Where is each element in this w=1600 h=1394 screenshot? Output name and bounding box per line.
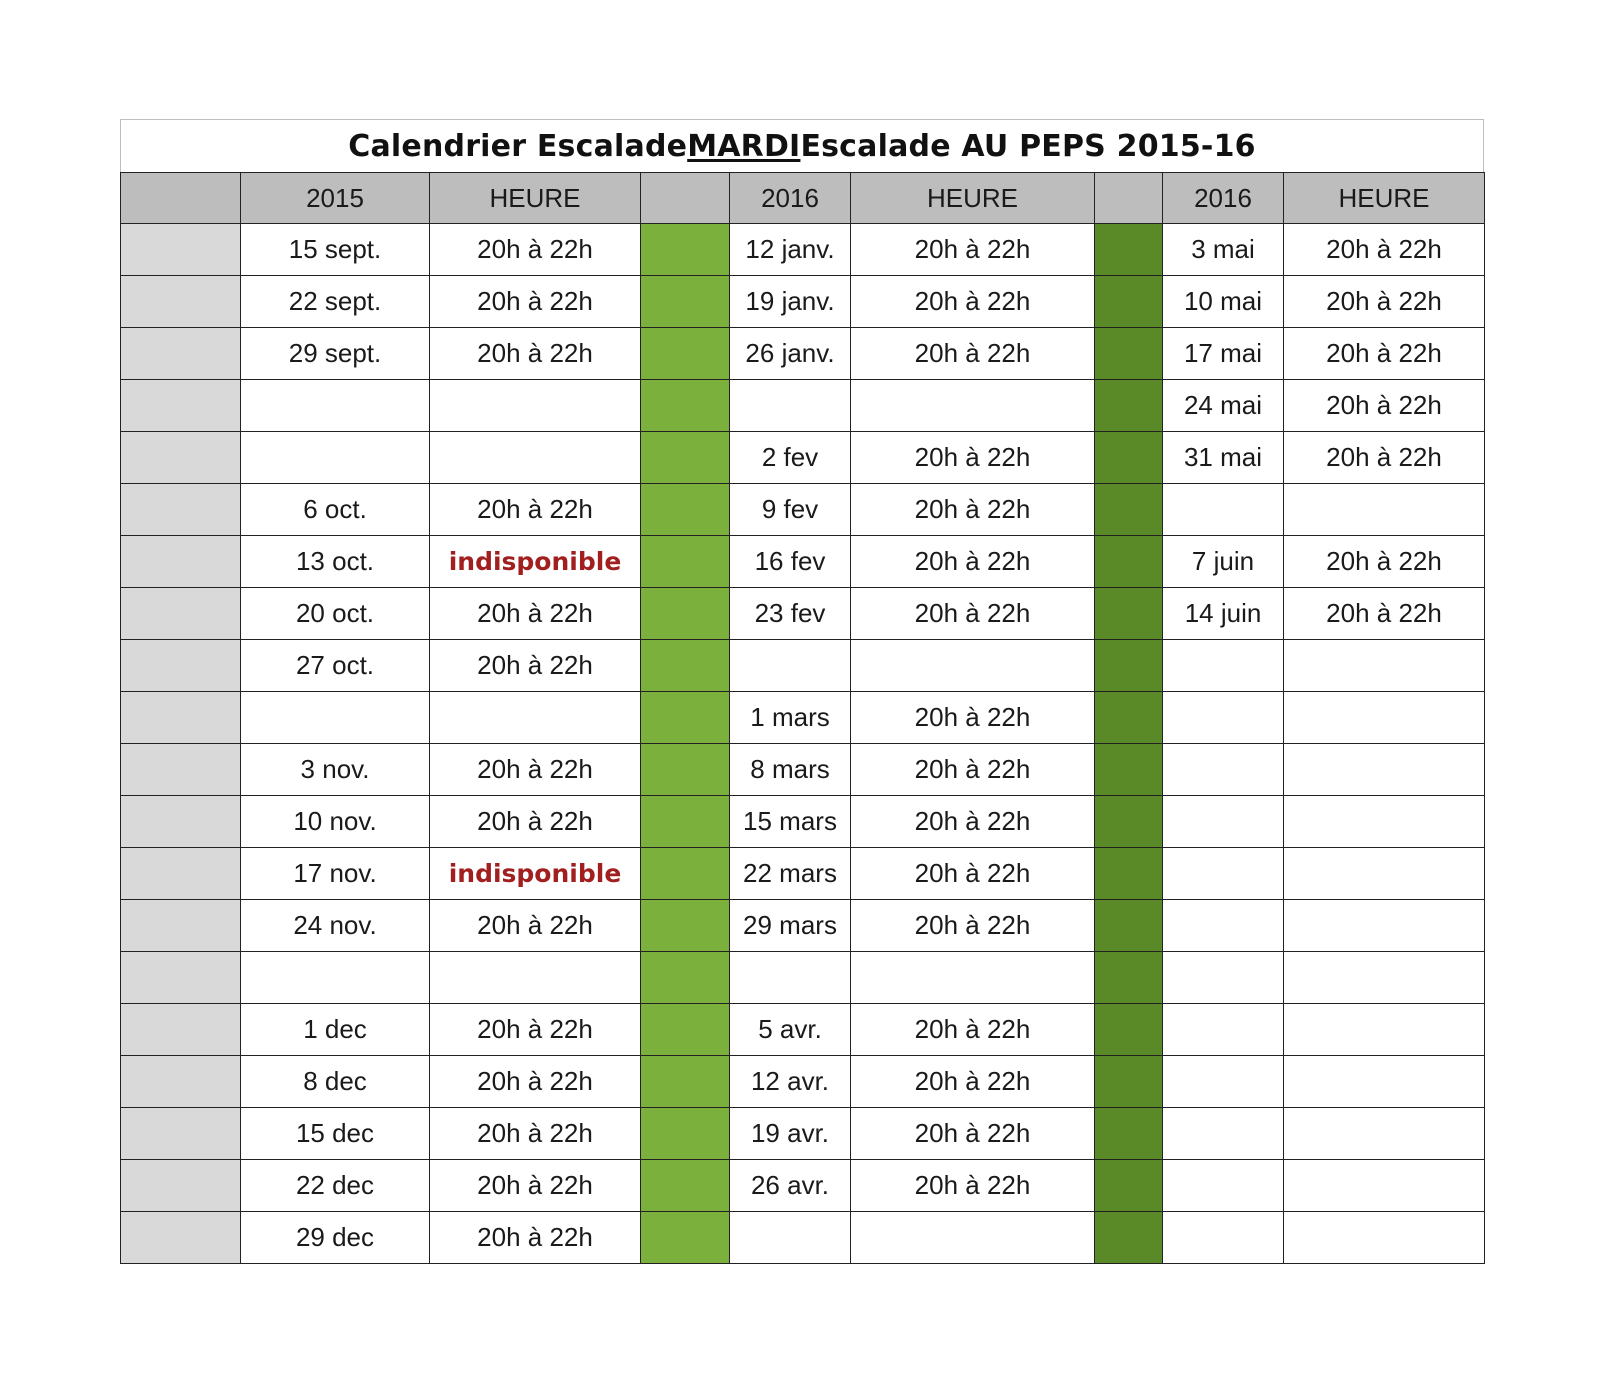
- hours-2016-b-cell: [1284, 1108, 1485, 1160]
- green-separator-cell: [641, 744, 730, 796]
- hours-2016-b-cell: 20h à 22h: [1284, 328, 1485, 380]
- hours-2016-b-cell: 20h à 22h: [1284, 432, 1485, 484]
- table-row: [121, 692, 1485, 744]
- row-side-cell: [121, 796, 241, 848]
- green-separator-cell: [641, 1004, 730, 1056]
- date-2016-b-cell: [1163, 744, 1284, 796]
- date-2015-cell: [241, 380, 430, 432]
- unavailable-label: indisponible: [430, 536, 641, 588]
- row-side-cell: [121, 380, 241, 432]
- dark-green-separator-cell: [1095, 952, 1163, 1004]
- hours-2015-cell: 20h à 22h: [430, 640, 641, 692]
- date-2016-a-cell: 26 avr.: [730, 1160, 851, 1212]
- green-separator-cell: [641, 1108, 730, 1160]
- header-year-2015: 2015: [241, 173, 430, 224]
- hours-2016-b-cell: [1284, 1056, 1485, 1108]
- row-side-cell: [121, 848, 241, 900]
- hours-2015-cell: 20h à 22h: [430, 484, 641, 536]
- hours-2016-a-cell: 20h à 22h: [851, 900, 1095, 952]
- date-2016-a-cell: 1 mars: [730, 692, 851, 744]
- green-separator-cell: [641, 432, 730, 484]
- table-row: [121, 640, 1485, 692]
- hours-2015-cell: 20h à 22h: [430, 1212, 641, 1264]
- header-spacer-left: [121, 173, 241, 224]
- hours-2016-a-cell: 20h à 22h: [851, 484, 1095, 536]
- row-side-cell: [121, 484, 241, 536]
- dark-green-separator-cell: [1095, 848, 1163, 900]
- date-2016-b-cell: 17 mai: [1163, 328, 1284, 380]
- date-2016-a-cell: 9 fev: [730, 484, 851, 536]
- dark-green-separator-cell: [1095, 536, 1163, 588]
- date-2015-cell: 27 oct.: [241, 640, 430, 692]
- dark-green-separator-cell: [1095, 900, 1163, 952]
- date-2015-cell: 6 oct.: [241, 484, 430, 536]
- dark-green-separator-cell: [1095, 640, 1163, 692]
- date-2016-b-cell: [1163, 1212, 1284, 1264]
- green-separator-cell: [641, 900, 730, 952]
- hours-2016-a-cell: 20h à 22h: [851, 1160, 1095, 1212]
- date-2016-a-cell: 8 mars: [730, 744, 851, 796]
- date-2016-a-cell: 29 mars: [730, 900, 851, 952]
- hours-2016-b-cell: [1284, 952, 1485, 1004]
- dark-green-separator-cell: [1095, 432, 1163, 484]
- table-row: [121, 484, 1485, 536]
- date-2016-a-cell: 15 mars: [730, 796, 851, 848]
- date-2016-a-cell: [730, 380, 851, 432]
- hours-2016-a-cell: [851, 952, 1095, 1004]
- table-row: [121, 744, 1485, 796]
- hours-2015-cell: 20h à 22h: [430, 900, 641, 952]
- date-2016-b-cell: [1163, 484, 1284, 536]
- hours-2016-b-cell: [1284, 1160, 1485, 1212]
- green-separator-cell: [641, 1056, 730, 1108]
- date-2016-a-cell: 19 avr.: [730, 1108, 851, 1160]
- header-heure-3: HEURE: [1284, 173, 1485, 224]
- date-2016-a-cell: 5 avr.: [730, 1004, 851, 1056]
- hours-2016-a-cell: 20h à 22h: [851, 536, 1095, 588]
- hours-2016-b-cell: 20h à 22h: [1284, 380, 1485, 432]
- hours-2016-a-cell: 20h à 22h: [851, 692, 1095, 744]
- date-2015-cell: 15 sept.: [241, 224, 430, 276]
- hours-2015-cell: 20h à 22h: [430, 744, 641, 796]
- hours-2016-a-cell: 20h à 22h: [851, 848, 1095, 900]
- hours-2016-b-cell: [1284, 900, 1485, 952]
- page-title: [120, 119, 1484, 172]
- hours-2015-cell: [430, 952, 641, 1004]
- hours-2016-b-cell: [1284, 796, 1485, 848]
- dark-green-separator-cell: [1095, 328, 1163, 380]
- row-side-cell: [121, 744, 241, 796]
- date-2016-a-cell: 23 fev: [730, 588, 851, 640]
- green-separator-cell: [641, 224, 730, 276]
- hours-2016-b-cell: [1284, 484, 1485, 536]
- hours-2015-cell: [430, 432, 641, 484]
- table-row: [121, 1160, 1485, 1212]
- hours-2016-a-cell: [851, 380, 1095, 432]
- date-2016-b-cell: [1163, 640, 1284, 692]
- date-2016-b-cell: [1163, 796, 1284, 848]
- dark-green-separator-cell: [1095, 1004, 1163, 1056]
- table-row: [121, 848, 1485, 900]
- green-separator-cell: [641, 848, 730, 900]
- hours-2016-a-cell: 20h à 22h: [851, 796, 1095, 848]
- dark-green-separator-cell: [1095, 380, 1163, 432]
- green-separator-cell: [641, 1212, 730, 1264]
- green-separator-cell: [641, 796, 730, 848]
- hours-2015-cell: [430, 692, 641, 744]
- table-row: [121, 1056, 1485, 1108]
- hours-2015-cell: 20h à 22h: [430, 588, 641, 640]
- row-side-cell: [121, 1212, 241, 1264]
- table-row: [121, 432, 1485, 484]
- header-heure-1: HEURE: [430, 173, 641, 224]
- hours-2015-cell: 20h à 22h: [430, 1108, 641, 1160]
- green-separator-cell: [641, 1160, 730, 1212]
- date-2015-cell: [241, 432, 430, 484]
- green-separator-cell: [641, 536, 730, 588]
- row-side-cell: [121, 328, 241, 380]
- green-separator-cell: [641, 588, 730, 640]
- schedule-table: [120, 172, 1485, 1264]
- green-separator-cell: [641, 380, 730, 432]
- hours-2016-b-cell: [1284, 640, 1485, 692]
- hours-2016-a-cell: [851, 640, 1095, 692]
- date-2016-b-cell: 7 juin: [1163, 536, 1284, 588]
- date-2016-b-cell: [1163, 900, 1284, 952]
- unavailable-label: indisponible: [430, 848, 641, 900]
- date-2016-a-cell: [730, 640, 851, 692]
- row-side-cell: [121, 588, 241, 640]
- title-part-3: Escalade AU PEPS 2015-16: [800, 128, 1256, 164]
- date-2016-a-cell: 12 avr.: [730, 1056, 851, 1108]
- hours-2015-cell: 20h à 22h: [430, 796, 641, 848]
- table-row: [121, 328, 1485, 380]
- date-2016-a-cell: [730, 952, 851, 1004]
- green-separator-cell: [641, 952, 730, 1004]
- hours-2016-b-cell: [1284, 1004, 1485, 1056]
- row-side-cell: [121, 1160, 241, 1212]
- date-2016-a-cell: 16 fev: [730, 536, 851, 588]
- date-2016-a-cell: 26 janv.: [730, 328, 851, 380]
- hours-2016-b-cell: 20h à 22h: [1284, 224, 1485, 276]
- hours-2016-b-cell: [1284, 848, 1485, 900]
- hours-2016-b-cell: [1284, 692, 1485, 744]
- dark-green-separator-cell: [1095, 276, 1163, 328]
- date-2015-cell: 15 dec: [241, 1108, 430, 1160]
- row-side-cell: [121, 952, 241, 1004]
- table-row: [121, 796, 1485, 848]
- dark-green-separator-cell: [1095, 1160, 1163, 1212]
- green-separator-cell: [641, 276, 730, 328]
- date-2016-b-cell: [1163, 848, 1284, 900]
- hours-2015-cell: [430, 380, 641, 432]
- table-row: [121, 1004, 1485, 1056]
- date-2015-cell: 10 nov.: [241, 796, 430, 848]
- date-2016-b-cell: 14 juin: [1163, 588, 1284, 640]
- date-2016-b-cell: 31 mai: [1163, 432, 1284, 484]
- date-2016-a-cell: 2 fev: [730, 432, 851, 484]
- green-separator-cell: [641, 692, 730, 744]
- date-2016-a-cell: [730, 1212, 851, 1264]
- date-2016-b-cell: 10 mai: [1163, 276, 1284, 328]
- hours-2016-a-cell: 20h à 22h: [851, 432, 1095, 484]
- date-2015-cell: 22 sept.: [241, 276, 430, 328]
- dark-green-separator-cell: [1095, 224, 1163, 276]
- dark-green-separator-cell: [1095, 1056, 1163, 1108]
- dark-green-separator-cell: [1095, 1212, 1163, 1264]
- green-separator-cell: [641, 640, 730, 692]
- table-row: [121, 224, 1485, 276]
- hours-2016-a-cell: 20h à 22h: [851, 1108, 1095, 1160]
- date-2015-cell: [241, 692, 430, 744]
- table-row: [121, 588, 1485, 640]
- date-2016-b-cell: [1163, 1004, 1284, 1056]
- row-side-cell: [121, 900, 241, 952]
- date-2016-b-cell: [1163, 692, 1284, 744]
- date-2015-cell: 3 nov.: [241, 744, 430, 796]
- header-spacer-mid-1: [641, 173, 730, 224]
- hours-2015-cell: 20h à 22h: [430, 1004, 641, 1056]
- date-2016-b-cell: 3 mai: [1163, 224, 1284, 276]
- header-row: [121, 173, 1485, 224]
- hours-2016-b-cell: 20h à 22h: [1284, 536, 1485, 588]
- title-part-1: Calendrier Escalade: [348, 128, 688, 164]
- header-year-2016-a: 2016: [730, 173, 851, 224]
- row-side-cell: [121, 276, 241, 328]
- header-heure-2: HEURE: [851, 173, 1095, 224]
- row-side-cell: [121, 1004, 241, 1056]
- row-side-cell: [121, 640, 241, 692]
- header-spacer-mid-2: [1095, 173, 1163, 224]
- date-2015-cell: 20 oct.: [241, 588, 430, 640]
- hours-2016-a-cell: 20h à 22h: [851, 276, 1095, 328]
- hours-2015-cell: 20h à 22h: [430, 224, 641, 276]
- green-separator-cell: [641, 328, 730, 380]
- row-side-cell: [121, 536, 241, 588]
- green-separator-cell: [641, 484, 730, 536]
- date-2015-cell: 1 dec: [241, 1004, 430, 1056]
- date-2016-b-cell: [1163, 952, 1284, 1004]
- calendar-sheet: [120, 119, 1484, 1264]
- date-2016-b-cell: [1163, 1160, 1284, 1212]
- hours-2015-cell: 20h à 22h: [430, 1160, 641, 1212]
- row-side-cell: [121, 432, 241, 484]
- date-2015-cell: 17 nov.: [241, 848, 430, 900]
- date-2016-b-cell: [1163, 1056, 1284, 1108]
- date-2015-cell: 13 oct.: [241, 536, 430, 588]
- hours-2016-b-cell: [1284, 1212, 1485, 1264]
- hours-2016-a-cell: 20h à 22h: [851, 224, 1095, 276]
- date-2015-cell: 29 sept.: [241, 328, 430, 380]
- hours-2015-cell: 20h à 22h: [430, 1056, 641, 1108]
- hours-2015-cell: 20h à 22h: [430, 276, 641, 328]
- hours-2016-a-cell: 20h à 22h: [851, 744, 1095, 796]
- table-row: [121, 536, 1485, 588]
- hours-2016-a-cell: 20h à 22h: [851, 1004, 1095, 1056]
- table-row: [121, 900, 1485, 952]
- table-row: [121, 276, 1485, 328]
- dark-green-separator-cell: [1095, 1108, 1163, 1160]
- table-row: [121, 1212, 1485, 1264]
- date-2015-cell: 22 dec: [241, 1160, 430, 1212]
- date-2016-a-cell: 22 mars: [730, 848, 851, 900]
- row-side-cell: [121, 1056, 241, 1108]
- table-row: [121, 380, 1485, 432]
- hours-2016-b-cell: [1284, 744, 1485, 796]
- row-side-cell: [121, 224, 241, 276]
- date-2016-b-cell: [1163, 1108, 1284, 1160]
- dark-green-separator-cell: [1095, 588, 1163, 640]
- date-2016-a-cell: 19 janv.: [730, 276, 851, 328]
- hours-2016-a-cell: [851, 1212, 1095, 1264]
- date-2016-a-cell: 12 janv.: [730, 224, 851, 276]
- hours-2016-b-cell: 20h à 22h: [1284, 588, 1485, 640]
- table-row: [121, 952, 1485, 1004]
- dark-green-separator-cell: [1095, 796, 1163, 848]
- hours-2016-a-cell: 20h à 22h: [851, 1056, 1095, 1108]
- hours-2016-a-cell: 20h à 22h: [851, 328, 1095, 380]
- table-row: [121, 1108, 1485, 1160]
- date-2015-cell: [241, 952, 430, 1004]
- row-side-cell: [121, 692, 241, 744]
- dark-green-separator-cell: [1095, 484, 1163, 536]
- header-year-2016-b: 2016: [1163, 173, 1284, 224]
- dark-green-separator-cell: [1095, 692, 1163, 744]
- hours-2016-b-cell: 20h à 22h: [1284, 276, 1485, 328]
- schedule-rows: [121, 224, 1485, 1264]
- hours-2016-a-cell: 20h à 22h: [851, 588, 1095, 640]
- title-day-highlight: MARDI: [687, 128, 801, 164]
- date-2015-cell: 24 nov.: [241, 900, 430, 952]
- date-2015-cell: 29 dec: [241, 1212, 430, 1264]
- date-2016-b-cell: 24 mai: [1163, 380, 1284, 432]
- hours-2015-cell: 20h à 22h: [430, 328, 641, 380]
- row-side-cell: [121, 1108, 241, 1160]
- dark-green-separator-cell: [1095, 744, 1163, 796]
- date-2015-cell: 8 dec: [241, 1056, 430, 1108]
